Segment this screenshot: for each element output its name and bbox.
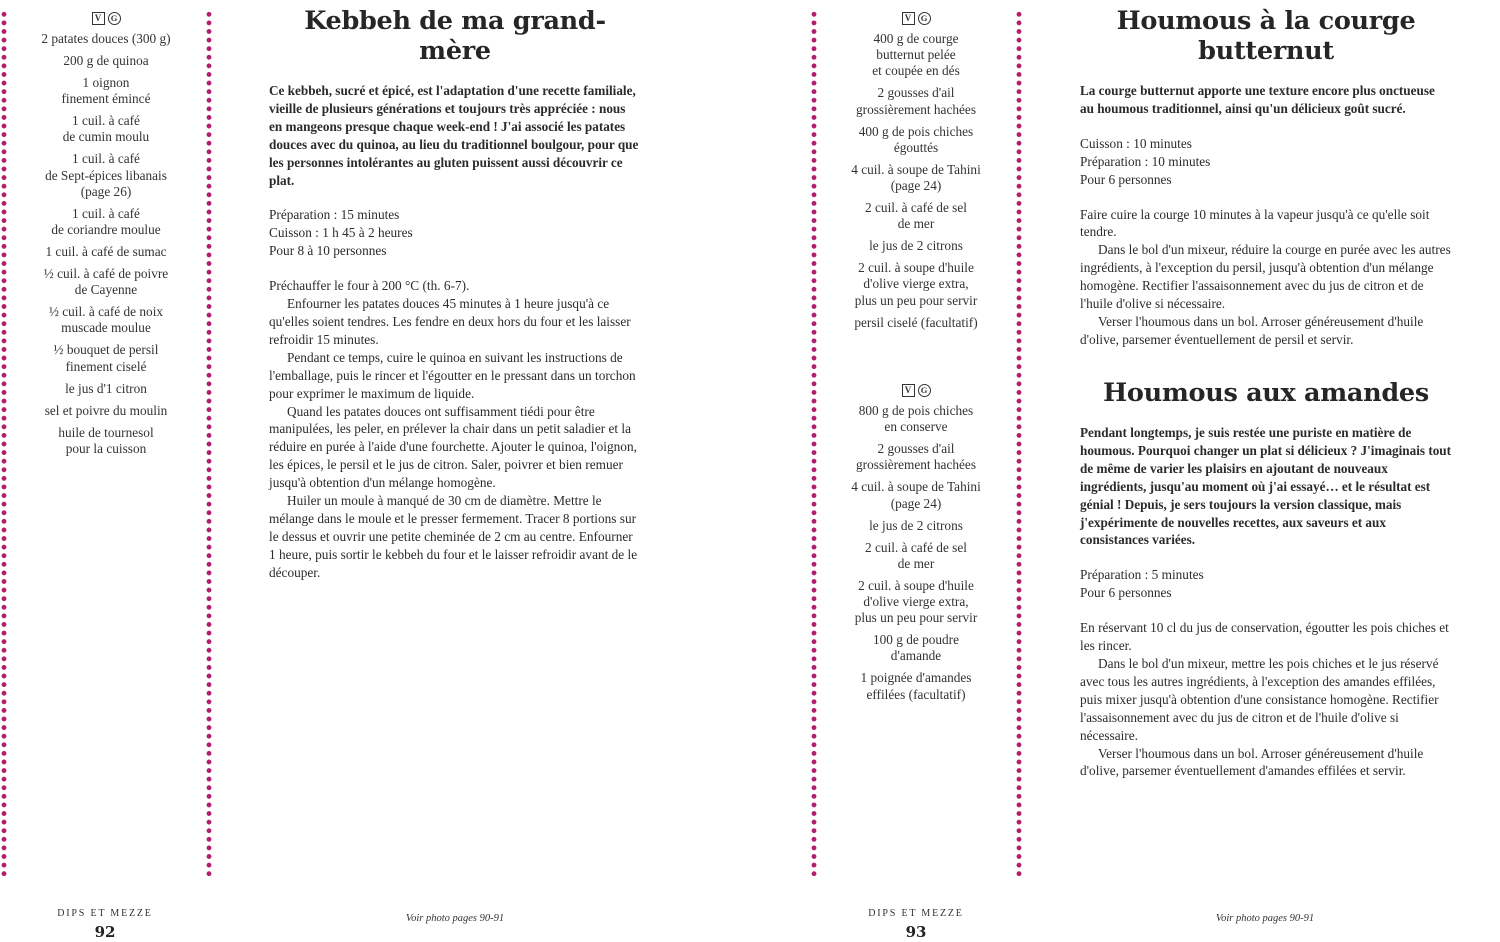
recipe-title: Houmous aux amandes [1103,378,1429,408]
gluten-free-badge-icon: G [918,384,931,397]
ingredient-item: 4 cuil. à soupe de Tahini (page 24) [851,479,981,511]
ingredient-item: 2 cuil. à café de sel de mer [865,200,967,232]
recipe-houmous-amandes [1080,378,1452,780]
ingredient-item: 2 patates douces (300 g) [41,31,171,46]
star-border-right-inner [1013,10,1025,876]
recipe-intro: Ce kebbeh, sucré et épicé, est l'adaptation d'une recette familiale, vieille de plusieurs générations et toujours très appréciée : nous en mangeons presque chaque week-end ! J'ai associé les patates douces avec du quinoa, au lieu du traditionnel boulgour, pour que les personnes intolérantes au gluten puissent aussi découvrir ce plat. [269,83,639,188]
meta-line: Pour 8 à 10 personnes [269,243,387,259]
page-number: 92 [94,923,116,941]
meta-line: Préparation : 15 minutes [269,207,400,223]
recipe-title: Houmous à la courge butternut [1116,6,1416,66]
ingredient-item: 2 cuil. à soupe d'huile d'olive vierge extra, plus un peu pour servir [854,260,978,308]
ingredient-item: 1 cuil. à café de sumac [45,244,167,260]
ingredient-item: 1 cuil. à café de coriandre moulue [51,205,161,238]
diet-badges [832,384,1000,397]
step-paragraph: Verser l'houmous dans un bol. Arroser généreusement d'huile d'olive, parsemer éventuellement de persil et servir. [1080,313,1424,347]
vegan-badge-icon: V [902,384,915,397]
ingredient-item: 2 gousses d'ail grossièrement hachées [856,441,976,473]
recipe-houmous-butternut [1080,6,1452,349]
ingredient-item: le jus de 2 citrons [869,238,963,254]
ingredients-items [22,31,190,457]
step-paragraph: En réservant 10 cl du jus de conservation, égoutter les pois chiches et les rincer. [1080,620,1449,654]
star-border-left-inner [203,10,215,876]
step-paragraph: Faire cuire la courge 10 minutes à la vapeur jusqu'à ce qu'elle soit tendre. [1080,206,1430,240]
meta-line: Cuisson : 1 h 45 à 2 heures [269,225,413,241]
recipe-steps [1080,206,1452,349]
photo-reference: Voir photo pages 90-91 [1215,913,1315,924]
ingredient-item: ½ bouquet de persil finement ciselé [53,342,159,374]
gluten-free-badge-icon: G [108,12,121,25]
step-paragraph: Enfourner les patates douces 45 minutes à 1 heure jusqu'à ce qu'elles soient tendres. Les fendre en deux hors du four et les laisser refroidir 15 minutes. [269,296,631,347]
ingredients-items [832,403,1000,703]
ingredient-item: 400 g de pois chiches égouttés [858,123,974,155]
recipe-steps [269,277,641,581]
ingredient-item: 800 g de pois chiches en conserve [858,403,974,435]
ingredient-item: le jus de 2 citrons [869,517,963,533]
ingredient-item: sel et poivre du moulin [44,402,168,418]
recipe-intro: La courge butternut apporte une texture encore plus onctueuse au houmous traditionnel, ainsi qu'un délicieux goût sucré. [1080,83,1435,116]
step-paragraph: Dans le bol d'un mixeur, mettre les pois chiches et le jus réservé avec tous les autres ingrédients, à l'exception des amandes effilées, puis mixer jusqu'à obtention d'une consistance homogène. Rectifier l'assaisonnement avec du jus de citron et de l'huile d'olive si nécessaire. [1080,655,1439,743]
ingredients-list-butternut [832,12,1000,337]
recipe-kebbeh [269,6,641,582]
step-paragraph: Préchauffer le four à 200 °C (th. 6-7). [269,278,470,294]
ingredient-item: ½ cuil. à café de poivre de Cayenne [43,266,169,298]
ingredients-list-amandes [832,384,1000,709]
ingredient-item: le jus d'1 citron [65,380,147,396]
recipe-intro: Pendant longtemps, je suis restée une puriste en matière de houmous. Pourquoi changer un plat si délicieux ? J'imaginais tout de même de varier les plaisirs en ajoutant de nouveaux ingrédients, jusqu'au moment où j'ai essayé… et le résultat est génial ! Depuis, je sers toujours la version classique, mais j'expérimente de nouvelles recettes, aux saveurs et aux consistances variées. [1080,425,1452,548]
step-paragraph: Verser l'houmous dans un bol. Arroser généreusement d'huile d'olive, parsemer éventuellement d'amandes effilées et servir. [1080,745,1424,779]
photo-reference: Voir photo pages 90-91 [405,913,505,924]
recipe-steps [1080,619,1452,780]
ingredient-item: 1 cuil. à café de Sept-épices libanais (page 26) [45,151,167,199]
ingredient-item: 1 poignée d'amandes effilées (facultatif) [860,670,972,702]
ingredient-item: 2 cuil. à soupe d'huile d'olive vierge extra, plus un peu pour servir [854,577,978,626]
meta-line: Cuisson : 10 minutes [1080,135,1192,151]
vegan-badge-icon: V [92,12,105,25]
meta-line: Préparation : 10 minutes [1080,153,1211,169]
ingredient-item: 100 g de poudre d'amande [872,632,960,664]
recipe-meta [269,206,641,260]
star-border-left-outer [0,10,10,876]
ingredient-item: huile de tournesol pour la cuisson [58,424,154,456]
meta-line: Pour 6 personnes [1080,171,1172,187]
meta-line: Préparation : 5 minutes [1080,567,1204,583]
diet-badges [22,12,190,25]
star-border-right-outer [808,10,820,876]
ingredients-list-kebbeh [22,12,190,463]
page-number: 93 [905,923,927,941]
step-paragraph: Quand les patates douces ont suffisamment tiédi pour être manipulées, les peler, en prélever la chair dans un petit saladier et la réduire en purée à l'aide d'une fourchette. Ajouter le quinoa, l'oignon, les épices, le persil et le jus de citron. Saler, poivrer et bien remuer jusqu'à obtention d'un mélange homogène. [269,403,637,491]
footer-section-title: DIPS ET MEZZE [57,908,153,919]
recipe-meta [1080,135,1452,189]
ingredient-item: 200 g de quinoa [63,53,149,68]
recipe-meta [1080,566,1452,602]
diet-badges [832,12,1000,25]
recipe-title: Kebbeh de ma grand-mère [304,6,606,66]
gluten-free-badge-icon: G [918,12,931,25]
step-paragraph: Huiler un moule à manqué de 30 cm de diamètre. Mettre le mélange dans le moule et le presser fermement. Tracer 8 portions sur le dessus et ouvrir une petite cheminée de 2 cm au centre. Enfourner 1 heure, puis sortir le kebbeh du four et le laisser refroidir avant de le découper. [269,493,638,580]
ingredient-item: 4 cuil. à soupe de Tahini (page 24) [851,161,981,194]
meta-line: Pour 6 personnes [1080,585,1172,601]
ingredient-item: persil ciselé (facultatif) [854,314,978,330]
ingredient-item: 2 gousses d'ail grossièrement hachées [856,85,976,117]
ingredient-item: 1 cuil. à café de cumin moulu [62,113,150,145]
ingredient-item: 1 oignon finement émincé [61,75,151,107]
step-paragraph: Pendant ce temps, cuire le quinoa en suivant les instructions de l'emballage, puis le rincer et l'égoutter en le pressant dans un torchon pour exprimer le maximum de liquide. [269,349,636,401]
ingredient-item: 400 g de courge butternut pelée et coupée en dés [872,31,960,79]
ingredients-items [832,31,1000,331]
step-paragraph: Dans le bol d'un mixeur, réduire la courge en purée avec les autres ingrédients, à l'exception du persil, jusqu'à obtention d'un mélange homogène. Rectifier l'assaisonnement avec du jus de citron et de l'huile d'olive si nécessaire. [1080,242,1451,312]
footer-section-title: DIPS ET MEZZE [868,908,964,919]
vegan-badge-icon: V [902,12,915,25]
ingredient-item: ½ cuil. à café de noix muscade moulue [48,304,164,336]
ingredient-item: 2 cuil. à café de sel de mer [865,539,967,571]
